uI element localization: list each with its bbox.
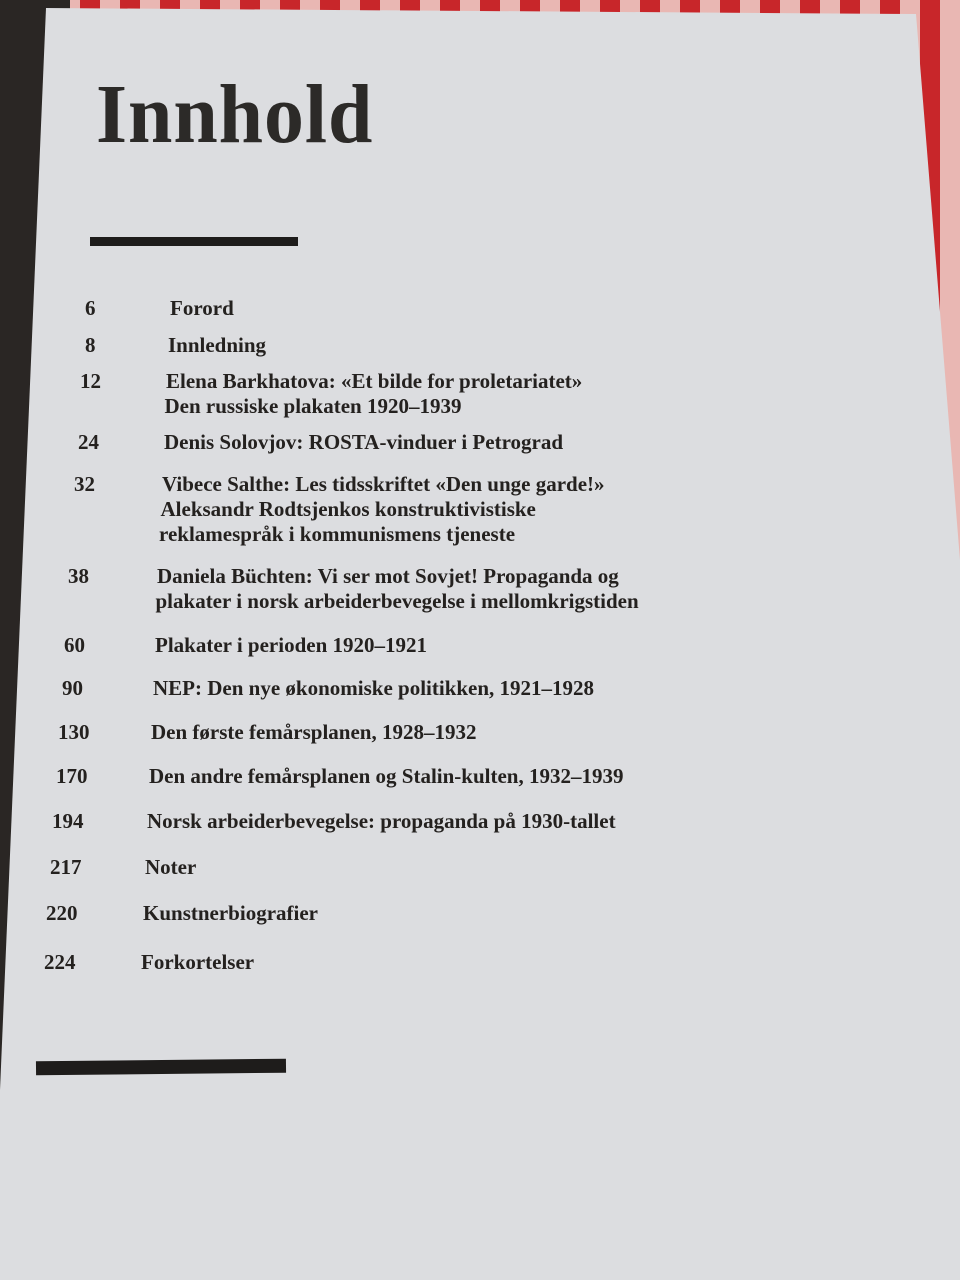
page-title: Innhold xyxy=(96,68,374,161)
toc-page-number: 194 xyxy=(52,809,84,833)
toc-entry-title: Forord xyxy=(170,296,234,320)
toc-entry-title: Vibece Salthe: Les tidsskriftet «Den unge garde!» xyxy=(162,472,605,496)
toc-entry-title: Plakater i perioden 1920–1921 xyxy=(155,633,428,657)
toc-page-number: 224 xyxy=(44,950,76,974)
toc-entry-title: Den første femårsplanen, 1928–1932 xyxy=(151,720,477,744)
toc-page-number: 32 xyxy=(74,472,95,496)
toc-entry-title: Forkortelser xyxy=(141,950,255,974)
toc-entry-title: reklamespråk i kommunismens tjeneste xyxy=(159,522,516,546)
toc-entry-title: Elena Barkhatova: «Et bilde for proletariatet» xyxy=(166,369,583,393)
toc-page-number: 220 xyxy=(46,901,78,925)
bottom-divider xyxy=(36,1059,286,1076)
toc-entry-title: NEP: Den nye økonomiske politikken, 1921–1928 xyxy=(153,676,595,700)
toc-page-number: 6 xyxy=(85,296,96,320)
toc-entry-title: Kunstnerbiografier xyxy=(143,901,318,925)
toc-page-number: 217 xyxy=(50,855,82,879)
toc-page-number: 8 xyxy=(85,333,96,357)
toc-page-number: 24 xyxy=(78,430,99,454)
toc-entry-title: Aleksandr Rodtsjenkos konstruktivistiske xyxy=(160,497,536,521)
toc-page-number: 60 xyxy=(64,633,85,657)
toc-entry-title: Noter xyxy=(145,855,197,879)
top-divider xyxy=(90,237,298,246)
toc-entry-title: Norsk arbeiderbevegelse: propaganda på 1930-tallet xyxy=(147,809,616,833)
toc-entry-title: Innledning xyxy=(168,333,267,357)
toc-entry-title: plakater i norsk arbeiderbevegelse i mellomkrigstiden xyxy=(155,589,639,613)
toc-entry-title: Denis Solovjov: ROSTA-vinduer i Petrograd xyxy=(164,430,564,454)
toc-entry-title: Daniela Büchten: Vi ser mot Sovjet! Propaganda og xyxy=(157,564,619,588)
toc-page-number: 90 xyxy=(62,676,83,700)
toc-entry-title: Den andre femårsplanen og Stalin-kulten, 1932–1939 xyxy=(149,764,624,788)
toc-page-number: 38 xyxy=(68,564,89,588)
toc-page-number: 130 xyxy=(58,720,90,744)
toc-page-number: 12 xyxy=(80,369,101,393)
toc-entry-title: Den russiske plakaten 1920–1939 xyxy=(164,394,462,418)
toc-page-number: 170 xyxy=(56,764,88,788)
